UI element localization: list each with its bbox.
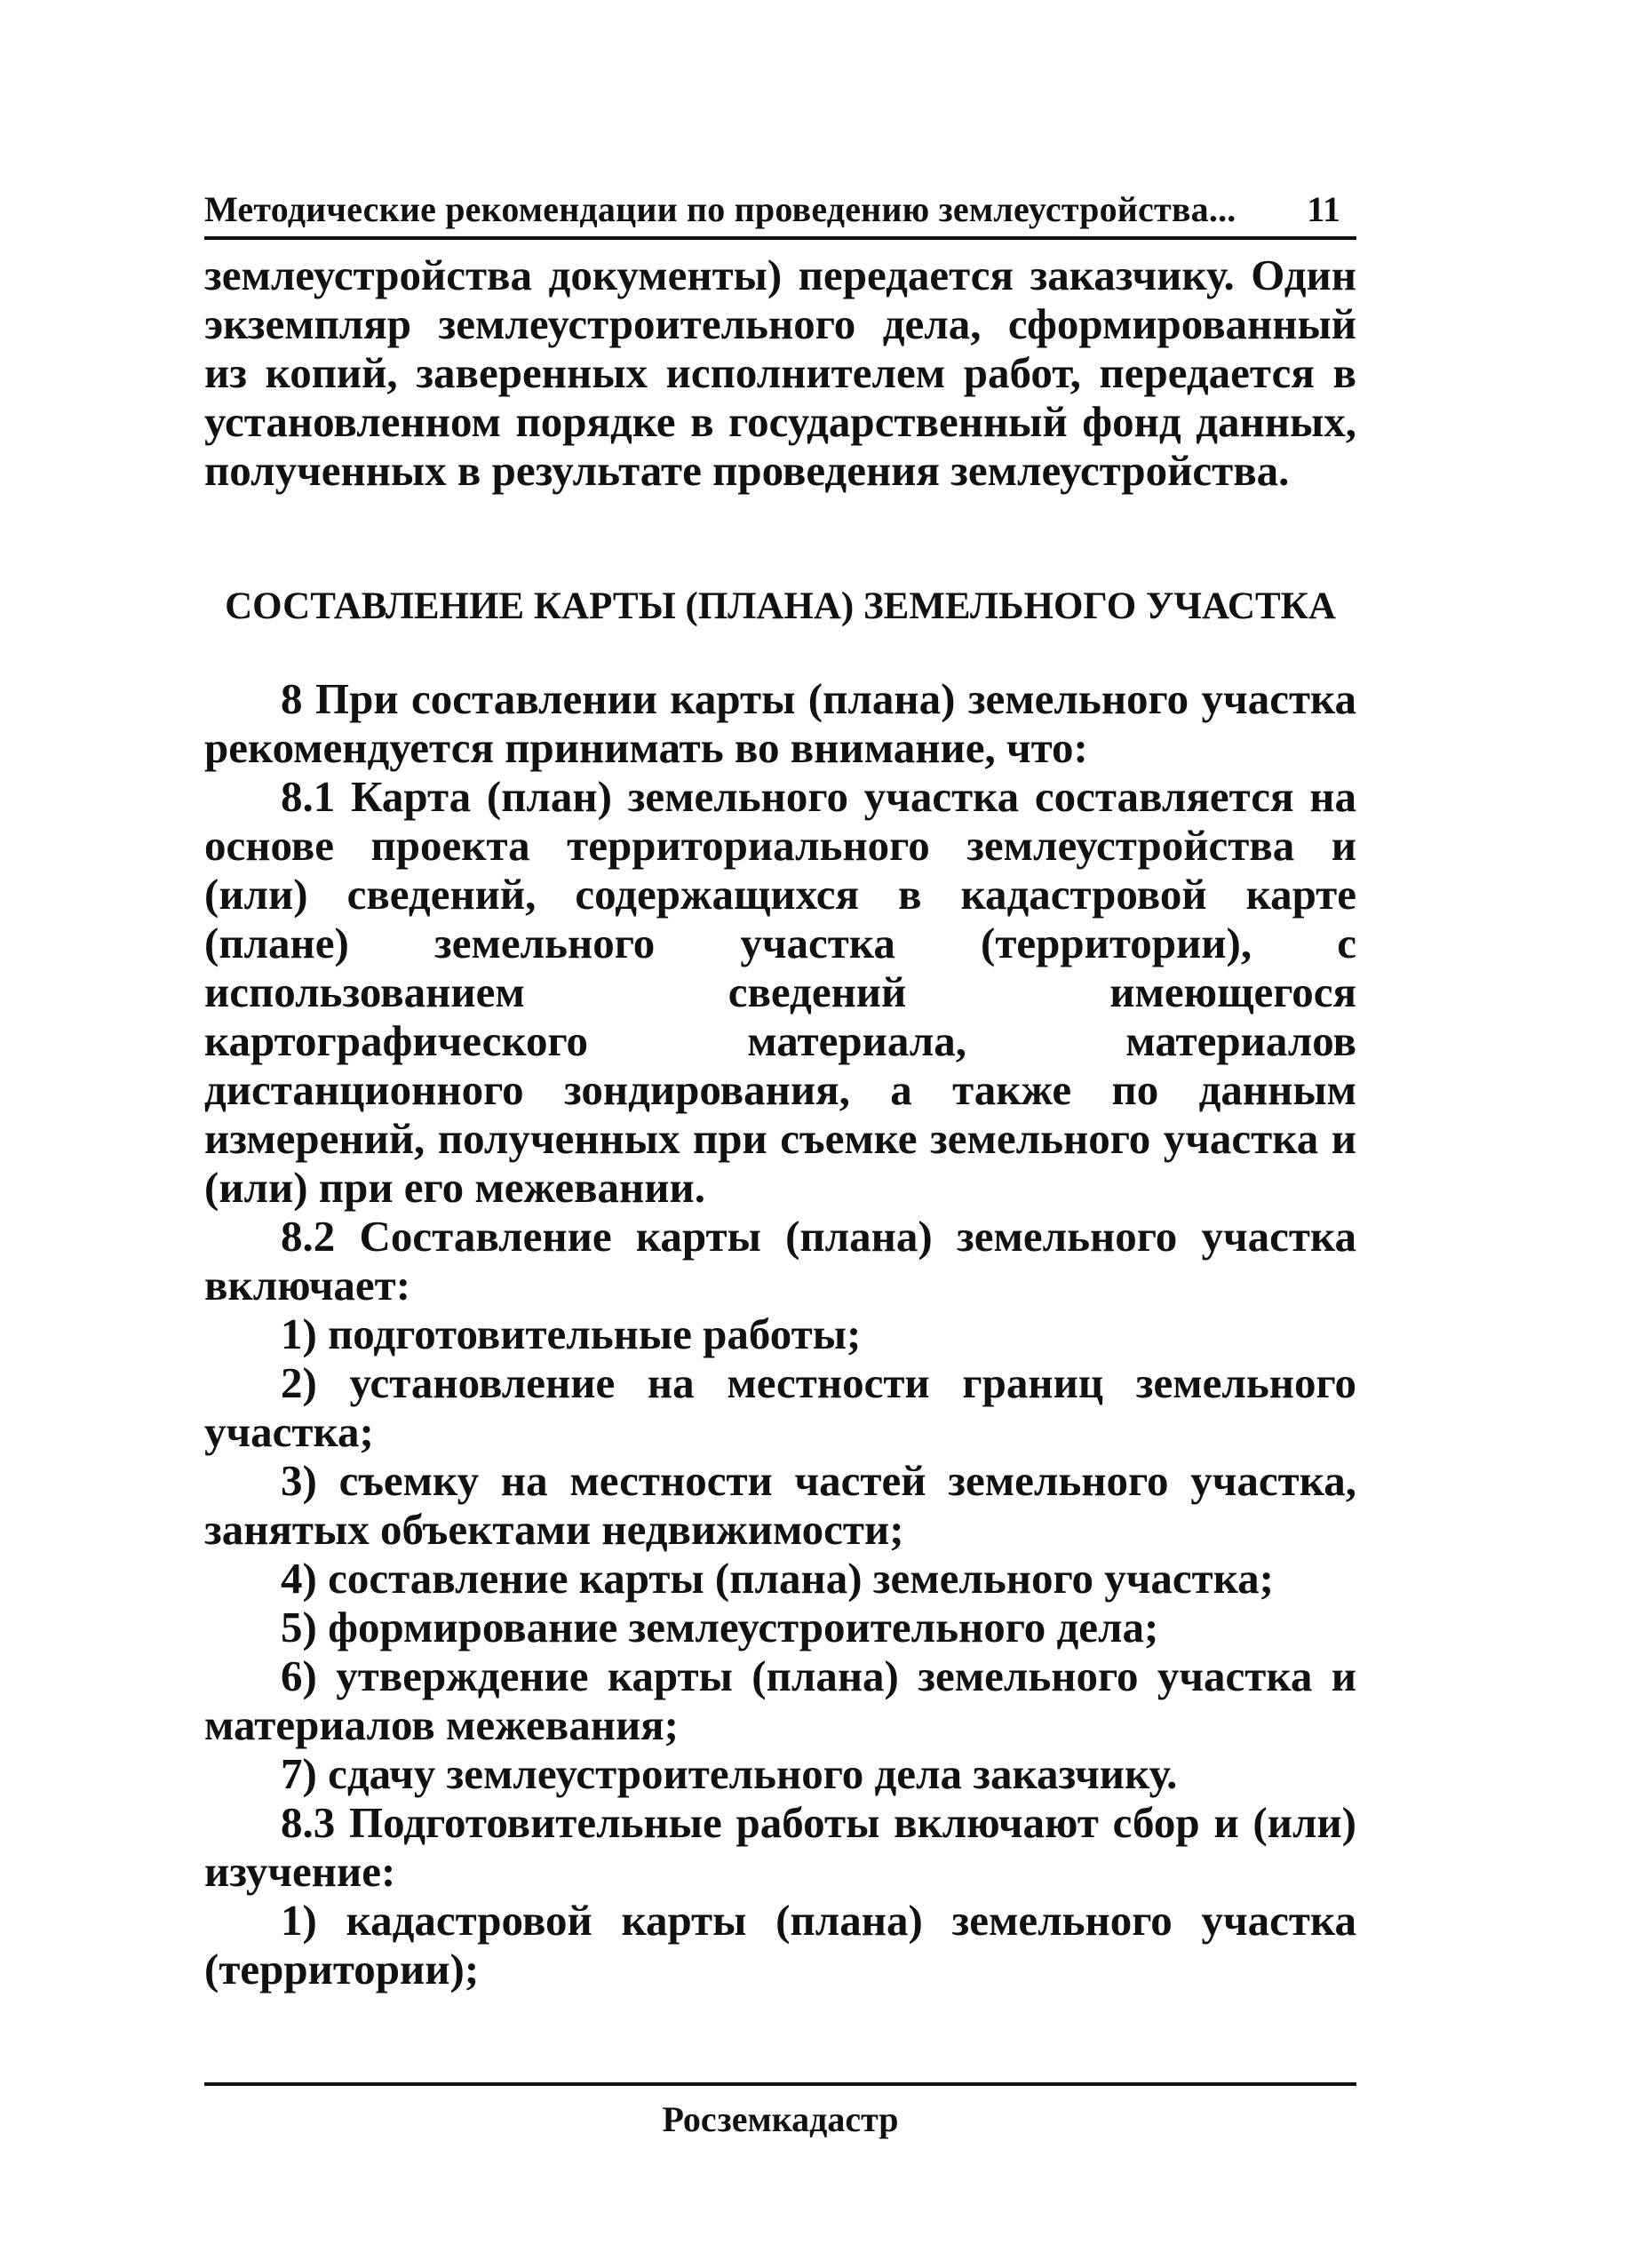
list-item: 1) подготовительные работы; [281, 1309, 862, 1358]
page-number: 11 [1307, 189, 1340, 229]
header-title: Методические рекомендации по проведению землеустройства... [204, 189, 1236, 229]
running-header [204, 188, 1356, 240]
list-item: 4) составление карты (плана) земельного участка; [281, 1554, 1275, 1603]
footer-rule [204, 2082, 1356, 2086]
paragraph: 8.1 Карта (план) земельного участка составляется на основе проекта территориального землеустройства и (или) сведений, содержащихся в кадастровой карте (плане) земельного участка (территории), с использованием сведений имеющегося картографического материала, материалов дистанционного зондирования, а также по данным измерений, полученных при съемке земельного участка и (или) при его межевании. [204, 772, 1356, 1212]
paragraph: 8.3 Подготовительные работы включают сбор и (или) изучение: [204, 1798, 1356, 1896]
intro-paragraph: землеустройства документы) передается заказчику. Один экземпляр землеустроительного дела, сформированный из копий, заверенных исполнителем работ, передается в установленном порядке в государственный фонд данных, полученных в результате проведения землеустройства. [204, 251, 1356, 495]
footer-text: Росземкадастр [662, 2099, 899, 2139]
paragraph: 8.2 Составление карты (плана) земельного участка включает: [204, 1212, 1356, 1309]
list-item: 3) съемку на местности частей земельного участка, занятых объектами недвижимости; [204, 1456, 1356, 1554]
paragraph: 8 При составлении карты (плана) земельного участка рекомендуется принимать во внимание, что: [204, 674, 1356, 772]
list-item: 6) утверждение карты (плана) земельного участка и материалов межевания; [204, 1651, 1356, 1749]
document-page [204, 188, 1356, 2178]
list-item: 7) сдачу землеустроительного дела заказчику. [281, 1749, 1178, 1798]
list-item: 2) установление на местности границ земельного участка; [204, 1358, 1356, 1456]
list-item: 5) формирование землеустроительного дела; [281, 1603, 1159, 1651]
body-text [204, 251, 1356, 1993]
section-heading: СОСТАВЛЕНИЕ КАРТЫ (ПЛАНА) ЗЕМЕЛЬНОГО УЧАСТКА [225, 585, 1336, 627]
list-item: 1) кадастровой карты (плана) земельного участка (территории); [204, 1896, 1356, 1993]
